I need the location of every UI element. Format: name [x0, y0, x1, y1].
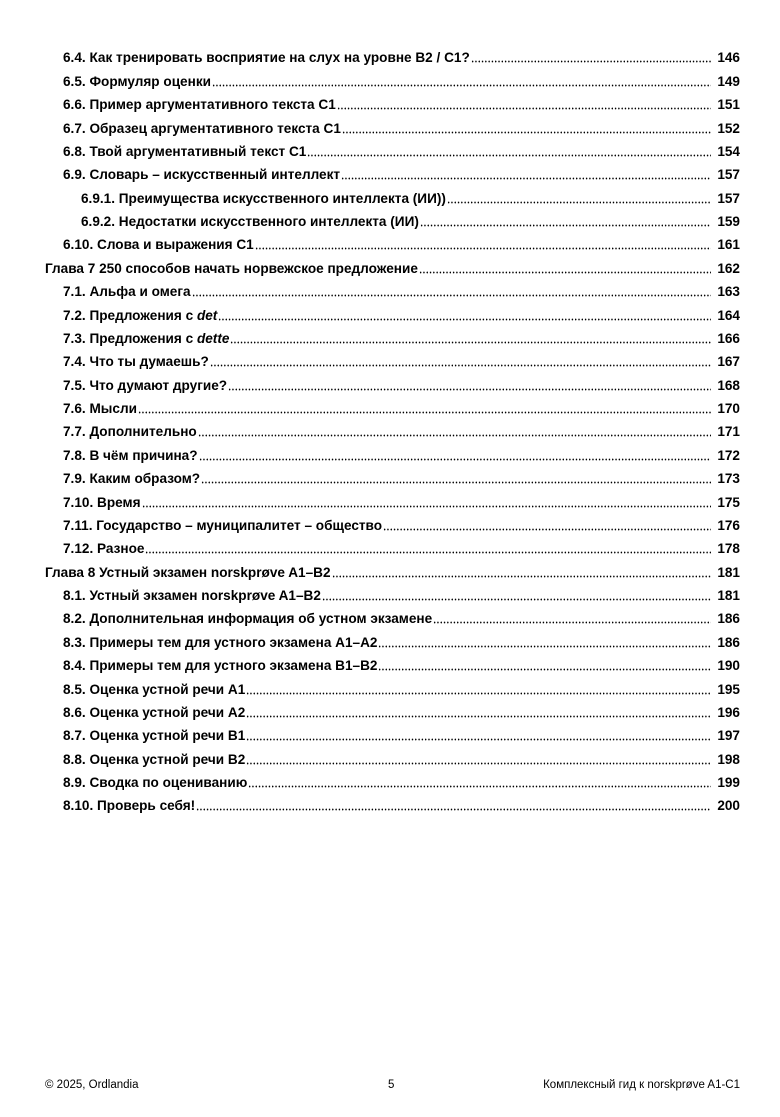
toc-entry-page-number: 195: [717, 681, 740, 697]
toc-section-entry[interactable]: [0, 347, 780, 370]
toc-entry-text: 7.2. Предложения с: [63, 307, 197, 323]
toc-leader-dots: [246, 738, 711, 741]
toc-entry-text: 7.9. Каким образом?: [63, 471, 201, 487]
toc-entry-title: [63, 611, 432, 627]
toc-entry-title: [63, 167, 340, 183]
toc-entry-title: [63, 705, 245, 721]
toc-entry-page-number: 161: [717, 237, 740, 253]
toc-entry-text: 8.10. Проверь себя!: [63, 798, 196, 814]
toc-entry-text: 7.4. Что ты думаешь?: [63, 354, 209, 370]
toc-entry-page-number: 181: [717, 588, 740, 603]
toc-leader-dots: [210, 364, 711, 367]
toc-entry-text: 8.6. Оценка устной речи A2: [63, 704, 246, 720]
toc-leader-dots: [248, 785, 711, 788]
toc-leader-dots: [246, 715, 711, 718]
toc-section-entry[interactable]: [0, 791, 780, 814]
toc-section-entry[interactable]: [0, 721, 780, 744]
toc-entry-text: 6.9. Словарь – искусственный интеллект: [63, 167, 341, 183]
toc-entry-page-number: 199: [717, 775, 740, 790]
toc-entry-text: 8.5. Оценка устной речи A1: [63, 681, 246, 697]
toc-entry-page-number: 196: [717, 704, 740, 720]
toc-entry-page-number: 171: [717, 424, 740, 440]
toc-entry-title: [63, 50, 470, 66]
toc-entry-page-number: 173: [717, 471, 740, 487]
toc-entry-title: [63, 471, 200, 487]
toc-leader-dots: [145, 551, 711, 554]
toc-leader-dots: [201, 481, 711, 484]
toc-entry-page-number: 170: [717, 401, 740, 416]
toc-entry-text: 8.3. Примеры тем для устного экзамена A1–A2: [63, 634, 378, 650]
toc-entry-title: [45, 261, 418, 277]
toc-section-entry[interactable]: [0, 300, 780, 323]
toc-section-entry[interactable]: [0, 277, 780, 300]
toc-entry-text: 6.4. Как тренировать восприятие на слух на уровне B2 / C1?: [63, 50, 470, 66]
toc-leader-dots: [322, 598, 711, 601]
toc-section-entry[interactable]: [0, 137, 780, 160]
toc-entry-title: [63, 308, 217, 324]
toc-leader-dots: [196, 808, 711, 811]
footer-book-title: Комплексный гид к norskprøve A1-C1: [543, 1079, 740, 1091]
toc-entry-text: 7.10. Время: [63, 494, 141, 510]
toc-entry-title: [81, 214, 419, 230]
toc-entry-title: [63, 495, 141, 511]
toc-entry-page-number: 181: [717, 564, 740, 580]
toc-chapter-entry[interactable]: [0, 253, 780, 276]
toc-leader-dots: [341, 177, 711, 180]
toc-entry-text: 6.7. Образец аргументативного текста C1: [63, 120, 341, 136]
toc-entry-text: 7.6. Мысли: [63, 401, 137, 416]
toc-leader-dots: [378, 645, 711, 648]
toc-leader-dots: [419, 271, 711, 274]
toc-entry-text: 7.5. Что думают другие?: [63, 377, 228, 393]
toc-entry-text: 6.10. Слова и выражения C1: [63, 237, 254, 253]
toc-entry-page-number: 176: [717, 517, 740, 533]
toc-entry-text: 7.11. Государство – муниципалитет – общество: [63, 517, 383, 533]
toc-entry-title: [63, 354, 209, 370]
toc-entry-text: 6.9.1. Преимущества искусственного интеллекта (ИИ)): [81, 190, 446, 206]
toc-entry-text: 8.9. Сводка по оцениванию: [63, 775, 248, 790]
toc-entry-text: Глава 7 250 способов начать норвежское предложение: [45, 260, 418, 276]
toc-section-entry[interactable]: [0, 581, 780, 604]
footer-copyright: © 2025, Ordlandia: [45, 1079, 139, 1091]
toc-entry-title: [63, 541, 144, 557]
toc-section-entry[interactable]: [0, 534, 780, 557]
toc-entry-page-number: 151: [717, 97, 740, 113]
toc-entry-title: [63, 74, 211, 90]
toc-entry-title: [63, 284, 191, 300]
toc-leader-dots: [471, 60, 711, 63]
toc-entry-text: 8.8. Оценка устной речи B2: [63, 751, 246, 767]
toc-entry-page-number: 149: [717, 73, 740, 89]
toc-entry-title: [63, 378, 227, 394]
toc-entry-text: 8.2. Дополнительная информация об устном экзамене: [63, 611, 433, 627]
toc-leader-dots: [332, 575, 711, 578]
toc-section-entry[interactable]: [0, 90, 780, 113]
toc-entry-page-number: 198: [717, 751, 740, 767]
toc-leader-dots: [255, 247, 711, 250]
toc-leader-dots: [192, 294, 711, 297]
toc-section-entry[interactable]: [0, 511, 780, 534]
toc-entry-title: [63, 728, 245, 744]
toc-section-entry[interactable]: [0, 698, 780, 721]
toc-entry-title: [63, 635, 377, 651]
toc-section-entry[interactable]: [0, 487, 780, 510]
toc-section-entry[interactable]: [0, 744, 780, 767]
toc-chapter-entry[interactable]: [0, 557, 780, 580]
toc-entry-text: 7.7. Дополнительно: [63, 424, 197, 440]
toc-leader-dots: [228, 388, 711, 391]
toc-section-entry[interactable]: [0, 370, 780, 393]
toc-section-entry[interactable]: [0, 674, 780, 697]
table-of-contents: [0, 43, 780, 814]
toc-entry-text: 8.4. Примеры тем для устного экзамена B1–B2: [63, 658, 378, 674]
toc-entry-page-number: 168: [717, 377, 740, 393]
toc-entry-title: [63, 97, 336, 113]
toc-entry-page-number: 166: [717, 330, 740, 346]
toc-entry-text: 6.6. Пример аргументативного текста C1: [63, 97, 336, 113]
toc-section-entry[interactable]: [0, 604, 780, 627]
toc-leader-dots: [218, 318, 711, 321]
toc-leader-dots: [246, 762, 711, 765]
toc-entry-page-number: 186: [717, 634, 740, 650]
toc-leader-dots: [138, 411, 711, 414]
toc-entry-page-number: 159: [717, 214, 740, 229]
toc-entry-italic-text: dette: [196, 330, 230, 346]
toc-entry-title: [63, 401, 137, 417]
toc-entry-page-number: 154: [717, 143, 740, 159]
toc-entry-text: 7.8. В чём причина?: [63, 447, 198, 463]
toc-entry-title: [63, 518, 382, 534]
toc-section-entry[interactable]: [0, 43, 780, 66]
toc-entry-page-number: 167: [717, 354, 740, 370]
toc-entry-page-number: 146: [717, 50, 740, 66]
toc-entry-italic-text: det: [196, 307, 218, 323]
toc-entry-page-number: 172: [717, 447, 740, 463]
toc-entry-text: 7.3. Предложения с: [63, 330, 197, 346]
toc-section-entry[interactable]: [0, 324, 780, 347]
toc-subsubsection-entry[interactable]: [0, 183, 780, 206]
toc-leader-dots: [142, 505, 711, 508]
toc-section-entry[interactable]: [0, 66, 780, 89]
toc-entry-text: 7.1. Альфа и омега: [63, 284, 191, 300]
toc-section-entry[interactable]: [0, 627, 780, 650]
toc-entry-title: [63, 424, 197, 440]
toc-leader-dots: [433, 621, 711, 624]
toc-entry-page-number: 164: [717, 307, 740, 323]
toc-section-entry[interactable]: [0, 230, 780, 253]
toc-leader-dots: [420, 224, 711, 227]
toc-leader-dots: [199, 458, 711, 461]
toc-entry-text: 6.9.2. Недостатки искусственного интеллекта (ИИ): [81, 214, 419, 229]
toc-entry-page-number: 163: [717, 284, 740, 300]
toc-leader-dots: [230, 341, 711, 344]
toc-entry-text: 6.5. Формуляр оценки: [63, 73, 211, 89]
toc-entry-title: [63, 775, 247, 791]
toc-section-entry[interactable]: [0, 440, 780, 463]
toc-entry-page-number: 197: [717, 728, 740, 744]
toc-leader-dots: [246, 692, 711, 695]
toc-entry-page-number: 175: [717, 494, 740, 510]
toc-entry-title: [63, 121, 341, 137]
toc-entry-title: [81, 191, 446, 207]
footer-page-number: 5: [388, 1079, 395, 1091]
toc-entry-page-number: 162: [717, 260, 740, 276]
toc-entry-title: [63, 448, 198, 464]
toc-leader-dots: [383, 528, 711, 531]
toc-entry-title: [63, 237, 254, 253]
toc-leader-dots: [342, 131, 711, 134]
toc-leader-dots: [307, 154, 711, 157]
toc-entry-title: [45, 565, 331, 581]
toc-section-entry[interactable]: [0, 113, 780, 136]
toc-entry-text: 6.8. Твой аргументативный текст C1: [63, 143, 307, 159]
toc-leader-dots: [378, 668, 711, 671]
toc-entry-page-number: 190: [717, 658, 740, 674]
toc-section-entry[interactable]: [0, 651, 780, 674]
toc-section-entry[interactable]: [0, 394, 780, 417]
toc-section-entry[interactable]: [0, 768, 780, 791]
toc-entry-title: [63, 798, 195, 814]
toc-subsubsection-entry[interactable]: [0, 207, 780, 230]
toc-entry-page-number: 157: [717, 167, 740, 183]
toc-section-entry[interactable]: [0, 417, 780, 440]
toc-leader-dots: [198, 434, 711, 437]
toc-entry-page-number: 157: [717, 190, 740, 206]
toc-leader-dots: [447, 201, 711, 204]
toc-entry-page-number: 178: [717, 541, 740, 557]
toc-entry-title: [63, 658, 377, 674]
toc-entry-page-number: 152: [717, 120, 740, 136]
toc-section-entry[interactable]: [0, 464, 780, 487]
toc-entry-title: [63, 682, 245, 698]
toc-entry-title: [63, 752, 245, 768]
toc-entry-text: 7.12. Разное: [63, 541, 145, 557]
toc-leader-dots: [337, 107, 711, 110]
toc-entry-text: 8.1. Устный экзамен norskprøve A1–B2: [63, 588, 321, 603]
toc-entry-title: [63, 331, 229, 347]
toc-entry-title: [63, 144, 306, 160]
toc-entry-page-number: 200: [717, 798, 740, 814]
toc-leader-dots: [212, 84, 711, 87]
toc-entry-page-number: 186: [717, 611, 740, 627]
toc-entry-text: Глава 8 Устный экзамен norskprøve A1–B2: [45, 564, 331, 580]
toc-entry-text: 8.7. Оценка устной речи B1: [63, 728, 246, 744]
toc-entry-title: [63, 588, 321, 604]
toc-section-entry[interactable]: [0, 160, 780, 183]
